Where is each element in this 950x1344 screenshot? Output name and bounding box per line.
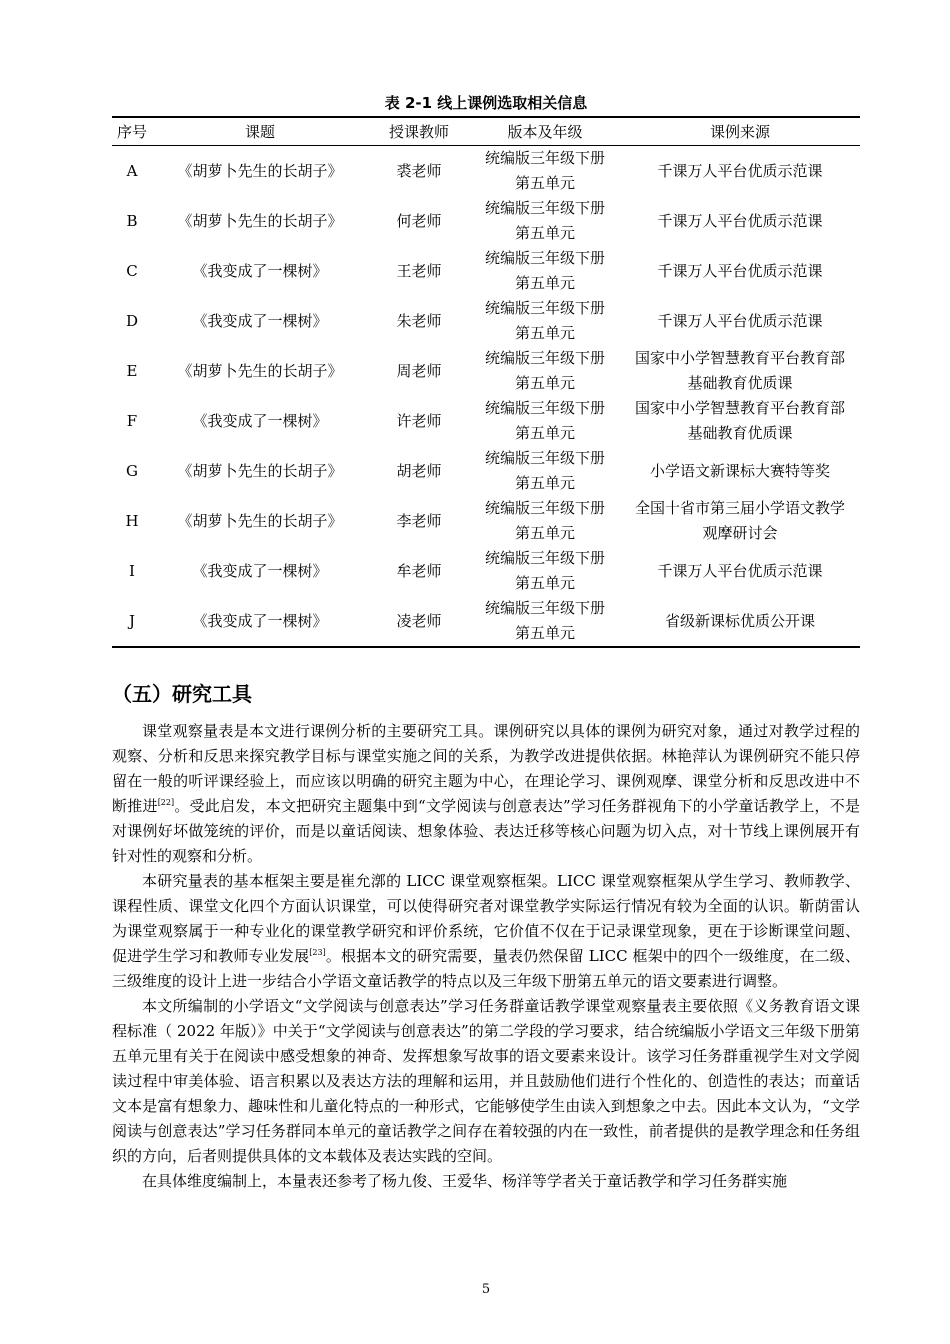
cell-teacher xyxy=(368,496,470,546)
cell-title xyxy=(152,396,368,446)
source-line: 千课万人平台优质示范课 xyxy=(657,561,823,580)
cell-edition xyxy=(470,146,620,197)
citation: [22] xyxy=(157,798,175,807)
row-id: E xyxy=(126,361,138,380)
cell-title xyxy=(152,496,368,546)
cell-id xyxy=(112,446,152,496)
source-line-2: 基础教育优质课 xyxy=(687,374,793,392)
row-id: C xyxy=(126,261,138,280)
cell-teacher xyxy=(368,146,470,197)
edition-line: 统编版三年级下册 xyxy=(484,199,605,217)
source-line: 千课万人平台优质示范课 xyxy=(657,311,823,330)
cell-teacher xyxy=(368,296,470,346)
header-id: 序号 xyxy=(112,117,152,146)
cell-id xyxy=(112,596,152,647)
cell-source xyxy=(620,446,860,496)
source-line: 国家中小学智慧教育平台教育部 xyxy=(634,349,845,367)
teacher-name: 朱老师 xyxy=(396,311,442,330)
lesson-title: 《我变成了一棵树》 xyxy=(192,261,328,280)
cell-id xyxy=(112,146,152,197)
cell-source xyxy=(620,496,860,546)
lesson-title: 《胡萝卜先生的长胡子》 xyxy=(177,161,343,180)
cell-edition xyxy=(470,396,620,446)
unit-line: 第五单元 xyxy=(514,324,575,342)
cell-title xyxy=(152,146,368,197)
table-header-row xyxy=(112,117,860,146)
paragraph-text-cont: 。受此启发，本文把研究主题集中到“文学阅读与创意表达”学习任务群视角下的小学童话教学上，不是对课例好坏做笼统的评价，而是以童话阅读、想象体验、表达迁移等核心问题为切入点，对十节线上课例展开有针对性的观察和分析。 xyxy=(112,797,860,865)
section-heading: （五）研究工具 xyxy=(112,682,252,706)
table-row xyxy=(112,296,860,346)
unit-line: 第五单元 xyxy=(514,174,575,192)
lesson-title: 《胡萝卜先生的长胡子》 xyxy=(177,461,343,480)
cell-edition xyxy=(470,446,620,496)
table-row xyxy=(112,496,860,546)
teacher-name: 裘老师 xyxy=(396,161,442,180)
row-id: A xyxy=(126,161,138,180)
cell-id xyxy=(112,196,152,246)
paragraph-text: 本文所编制的小学语文“文学阅读与创意表达”学习任务群童话教学课堂观察量表主要依照《义务教育语文课程标准（ 2022 年版）》中关于“文学阅读与创意表达”的第二学段的学习要求，结合统编版小学语文三年级下册第五单元里有关于在阅读中感受想象的神奇、发挥想象写故事的语文要素来设计。该学习任务群重视学生对文学阅读过程中审美体验、语言积累以及表达方法的理解和运用，并且鼓励他们进行个性化的、创造性的表达；而童话文本是富有想象力、趣味性和儿童化特点的一种形式，它能够使学生由读入到想象之中去。因此本文认为，“文学阅读与创意表达”学习任务群同本单元的童话教学之间存在着较强的内在一致性，前者提供的是教学理念和任务组织的方向，后者则提供具体的文本载体及表达实践的空间。 xyxy=(112,997,860,1165)
cell-teacher xyxy=(368,396,470,446)
edition-line: 统编版三年级下册 xyxy=(484,349,605,367)
teacher-name: 周老师 xyxy=(396,361,442,380)
paragraph-text: 本研究量表的基本框架主要是崔允漷的 LICC 课堂观察框架。LICC 课堂观察框架从学生学习、教师教学、课程性质、课堂文化四个方面认识课堂，可以使得研究者对课堂教学实际运行情况有较为全面的认识。靳荫雷认为课堂观察属于一种专业化的课堂教学研究和评价系统，它价值不仅在于记录课堂现象，更在于诊断课堂问题、促进学生学习和教师专业发展 xyxy=(112,872,860,965)
cell-id xyxy=(112,496,152,546)
row-id: G xyxy=(126,461,138,480)
teacher-name: 何老师 xyxy=(396,211,442,230)
lesson-title: 《我变成了一棵树》 xyxy=(192,311,328,330)
cell-title xyxy=(152,546,368,596)
lesson-title: 《胡萝卜先生的长胡子》 xyxy=(177,511,343,530)
paragraph-text: 在具体维度编制上，本量表还参考了杨九俊、王爱华、杨洋等学者关于童话教学和学习任务群实施 xyxy=(142,1172,788,1190)
cell-edition xyxy=(470,596,620,647)
unit-line: 第五单元 xyxy=(514,374,575,392)
unit-line: 第五单元 xyxy=(514,424,575,442)
header-source: 课例来源 xyxy=(620,117,860,146)
cell-source xyxy=(620,196,860,246)
edition-line: 统编版三年级下册 xyxy=(484,299,605,317)
table-row xyxy=(112,146,860,197)
cell-title xyxy=(152,346,368,396)
unit-line: 第五单元 xyxy=(514,574,575,592)
cell-source xyxy=(620,296,860,346)
edition-line: 统编版三年级下册 xyxy=(484,149,605,167)
teacher-name: 凌老师 xyxy=(396,611,442,630)
citation: [23] xyxy=(309,948,326,957)
source-line: 全国十省市第三届小学语文教学 xyxy=(634,499,845,517)
cell-teacher xyxy=(368,546,470,596)
cell-title xyxy=(152,246,368,296)
unit-line: 第五单元 xyxy=(514,474,575,492)
teacher-name: 李老师 xyxy=(396,511,442,530)
lesson-title: 《胡萝卜先生的长胡子》 xyxy=(177,361,343,380)
row-id: B xyxy=(126,211,138,230)
lesson-title: 《胡萝卜先生的长胡子》 xyxy=(177,211,343,230)
table-row xyxy=(112,596,860,647)
teacher-name: 许老师 xyxy=(396,411,442,430)
row-id: I xyxy=(129,561,135,580)
row-id: D xyxy=(125,311,139,330)
unit-line: 第五单元 xyxy=(514,624,575,642)
cell-edition xyxy=(470,246,620,296)
cell-source xyxy=(620,146,860,197)
cell-id xyxy=(112,296,152,346)
cell-source xyxy=(620,596,860,647)
lesson-table xyxy=(112,116,860,648)
cell-source xyxy=(620,396,860,446)
cell-teacher xyxy=(368,596,470,647)
cell-title xyxy=(152,296,368,346)
header-teacher: 授课教师 xyxy=(368,117,470,146)
paragraph-text-cont: 。根据本文的研究需要，量表仍然保留 LICC 框架中的四个一级维度，在二级、三级维度的设计上进一步结合小学语文童话教学的特点以及三年级下册第五单元的语文要素进行调整。 xyxy=(112,947,860,990)
edition-line: 统编版三年级下册 xyxy=(484,499,605,517)
cell-edition xyxy=(470,546,620,596)
table-row xyxy=(112,396,860,446)
cell-source xyxy=(620,346,860,396)
table-row xyxy=(112,346,860,396)
table-row xyxy=(112,196,860,246)
table-caption: 表 2-1 线上课例选取相关信息 xyxy=(384,94,588,112)
cell-edition xyxy=(470,196,620,246)
edition-line: 统编版三年级下册 xyxy=(484,249,605,267)
page-number: 5 xyxy=(481,1282,491,1297)
source-line: 千课万人平台优质示范课 xyxy=(657,211,823,230)
teacher-name: 牟老师 xyxy=(396,561,442,580)
cell-title xyxy=(152,596,368,647)
cell-id xyxy=(112,246,152,296)
cell-teacher xyxy=(368,446,470,496)
cell-edition xyxy=(470,296,620,346)
unit-line: 第五单元 xyxy=(514,224,575,242)
edition-line: 统编版三年级下册 xyxy=(484,599,605,617)
cell-source xyxy=(620,246,860,296)
source-line: 千课万人平台优质示范课 xyxy=(657,161,823,180)
cell-teacher xyxy=(368,196,470,246)
source-line: 国家中小学智慧教育平台教育部 xyxy=(634,399,845,417)
cell-teacher xyxy=(368,346,470,396)
cell-id xyxy=(112,546,152,596)
source-line: 省级新课标优质公开课 xyxy=(664,611,815,630)
table-row xyxy=(112,546,860,596)
paragraph xyxy=(112,869,860,994)
cell-edition xyxy=(470,346,620,396)
cell-id xyxy=(112,346,152,396)
body-text xyxy=(112,719,860,1194)
paragraph xyxy=(112,719,860,869)
unit-line: 第五单元 xyxy=(514,274,575,292)
teacher-name: 王老师 xyxy=(396,261,442,280)
lesson-title: 《我变成了一棵树》 xyxy=(192,611,328,630)
cell-edition xyxy=(470,496,620,546)
table-body xyxy=(112,146,860,648)
source-line: 千课万人平台优质示范课 xyxy=(657,261,823,280)
lesson-title: 《我变成了一棵树》 xyxy=(192,561,328,580)
paragraph xyxy=(112,994,860,1169)
row-id: F xyxy=(126,411,138,430)
source-line-2: 观摩研讨会 xyxy=(702,524,778,542)
header-edition: 版本及年级 xyxy=(470,117,620,146)
edition-line: 统编版三年级下册 xyxy=(484,549,605,567)
source-line: 小学语文新课标大赛特等奖 xyxy=(649,461,830,480)
table-row xyxy=(112,446,860,496)
paragraph xyxy=(112,1169,860,1194)
cell-source xyxy=(620,546,860,596)
row-id: J xyxy=(128,611,135,630)
cell-teacher xyxy=(368,246,470,296)
table-row xyxy=(112,246,860,296)
teacher-name: 胡老师 xyxy=(396,461,442,480)
source-line-2: 基础教育优质课 xyxy=(687,424,793,442)
header-title: 课题 xyxy=(152,117,368,146)
cell-id xyxy=(112,396,152,446)
unit-line: 第五单元 xyxy=(514,524,575,542)
lesson-title: 《我变成了一棵树》 xyxy=(192,411,328,430)
row-id: H xyxy=(125,511,139,530)
cell-title xyxy=(152,196,368,246)
edition-line: 统编版三年级下册 xyxy=(484,399,605,417)
edition-line: 统编版三年级下册 xyxy=(484,449,605,467)
cell-title xyxy=(152,446,368,496)
paragraph-text: 课堂观察量表是本文进行课例分析的主要研究工具。课例研究以具体的课例为研究对象，通过对教学过程的观察、分析和反思来探究教学目标与课堂实施之间的关系，为教学改进提供依据。林艳萍认为课例研究不能只停留在一般的听评课经验上，而应该以明确的研究主题为中心，在理论学习、课例观摩、课堂分析和反思改进中不断推进 xyxy=(112,722,860,815)
